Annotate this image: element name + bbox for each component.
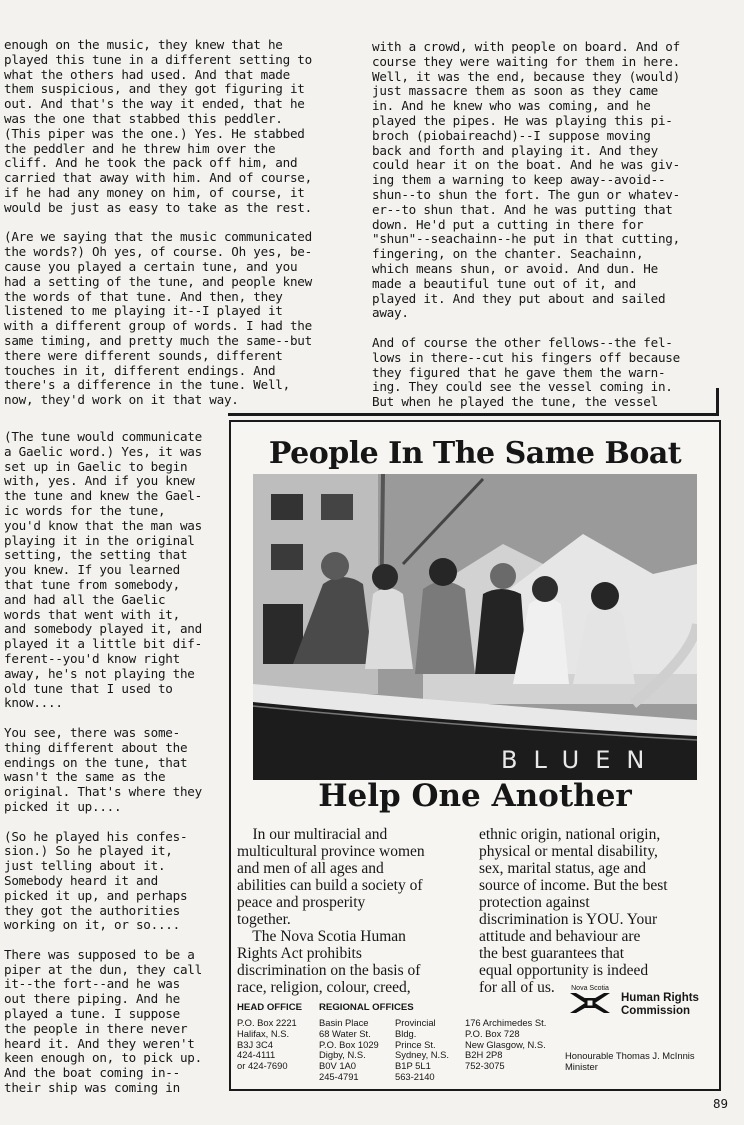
- office-listing: [237, 985, 713, 1083]
- minister-credit: Honourable Thomas J. McInnis Minister: [565, 1050, 695, 1072]
- article-column-right-top: with a crowd, with people on board. And of course they were waiting for them in here. Well, it was the end, because they (would) just massacre them as soon as they came in. And he knew who was coming, and he played the pipes. He was playing this pi- broch (piobaireachd)--I suppose moving back and forth and playing it. And they could hear it on the boat. And he was giv- ing them a warning to keep away--avoid-- shun--to shun the fort. The gun or whatev- er--to shun that. And he was putting that down. He'd put a cutting in there for "shun"--seachainn--he put in that cutting, fingering, on the chanter. Seachainn, which means shun, or avoid. And dun. He made a beautiful tune out of it, and played it. And they put about and sailed away. And of course the other fellows--the fel- lows in there--cut his fingers off because they figured that he gave them the warn- ing. They could see the vessel coming in. But when he played the tune, the vessel: [372, 39, 680, 410]
- province-label: Nova Scotia: [571, 985, 609, 992]
- ad-tagline: Help One Another: [318, 778, 632, 814]
- page-number: 89: [713, 1096, 729, 1111]
- column-divider: [716, 388, 719, 416]
- article-column-left-bottom: (The tune would communicate a Gaelic word.) Yes, it was set up in Gaelic to begin with, yes. And if you knew the tune and knew the Gael- ic words for the tune, you'd know that the man was playing it in the original setting, the setting that you knew. If you learned that tune from somebody, and had all the Gaelic words that went with it, and somebody played it, and played it a little bit dif- ferent--you'd know right away, he's not playing the old tune that I used to know.... You see, there was some- thing different about the endings on the tune, that wasn't the same as the original. That's where they picked it up.... (So he played his confes- sion.) So he played it, just telling about it. Somebody heard it and picked it up, and perhaps they got the authorities working on it, or so.... There was supposed to be a piper at the dun, they call it--the fort--and he was out there piping. And he played a tune. I suppose the people in there never heard it. And they weren't keen enough on, to pick up. And the boat coming in-- their ship was coming in: [4, 429, 202, 1096]
- boat-group-photo: [253, 474, 697, 780]
- ad-top-rule: [228, 413, 718, 416]
- ad-body-left: In our multiracial and multicultural province women and men of all ages and abilities can build a society of peace and prosperity together. The Nova Scotia Human Rights Act prohibits discrimination on the basis of race, religion, colour, creed,: [237, 826, 425, 996]
- head-office-address: P.O. Box 2221 Halifax, N.S. B3J 3C4 424-4111 or 424-7690: [237, 1017, 297, 1072]
- saltire-emblem-icon: [568, 992, 612, 1014]
- digby-office-address: Basin Place 68 Water St. P.O. Box 1029 Digby, N.S. B0V 1A0 245-4791: [319, 1017, 379, 1082]
- head-office-label: HEAD OFFICE: [237, 1002, 303, 1013]
- commission-name: Human Rights Commission: [621, 992, 699, 1017]
- new-glasgow-office-address: 176 Archimedes St. P.O. Box 728 New Glasgow, N.S. B2H 2P8 752-3075: [465, 1017, 547, 1072]
- regional-offices-label: REGIONAL OFFICES: [319, 1002, 414, 1013]
- sydney-office-address: Provincial Bldg. Prince St. Sydney, N.S. B1P 5L1 563-2140: [395, 1017, 450, 1082]
- commission-logo: [565, 984, 725, 1044]
- human-rights-advertisement: [229, 420, 721, 1091]
- boat-lettering: BLUEN: [501, 746, 661, 774]
- article-column-left-top: enough on the music, they knew that he played this tune in a different setting to what the others had used. And that made them suspicious, and they got figuring it out. And that's the way it ended, that he was the one that stabbed this peddler. (This piper was the one.) Yes. He stabbed the peddler and he threw him over the cliff. And he took the pack off him, and carried that away with him. And of course, if he had any money on him, of course, it would be just as easy to take as the rest. (Are we saying that the music communicated the words?) Oh yes, of course. Oh yes, be- cause you played a certain tune, and you had a setting of the tune, and people knew the words of that tune. And then, they listened to me playing it--I played it with a different group of words. I had the same timing, and pretty much the same--but there were different sounds, different touches in it, different endings. And there's a difference in the tune. Well, now, they'd work on it that way.: [4, 37, 312, 408]
- ad-headline: People In The Same Boat: [268, 436, 682, 471]
- ad-body-right: ethnic origin, national origin, physical or mental disability, sex, marital status, age and source of income. But the best protection against discrimination is YOU. Your attitude and behaviour are the best guarantees that equal opportunity is indeed for all of us.: [479, 826, 668, 996]
